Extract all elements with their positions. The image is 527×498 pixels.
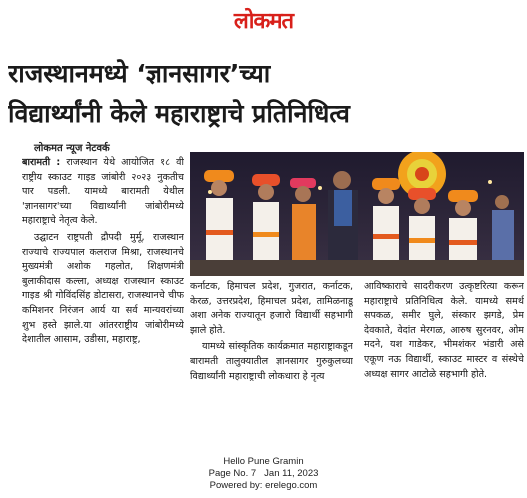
byline: लोकमत न्यूज नेटवर्क: [34, 143, 110, 154]
article-paragraph: यामध्ये सांस्कृतिक कार्यक्रमात महाराष्ट्राकडून बारामती तालुक्यातील ज्ञानसागर गुरुकुलच्या विद्यार्थ्यांनी महाराष्ट्राची लोकधारा हे नृत्य: [190, 341, 353, 382]
article-column-1: [22, 156, 184, 442]
headline-line-1: राजस्थानमध्ये ‘ज्ञानसागर’च्या: [8, 59, 271, 88]
article-paragraph: कर्नाटक, हिमाचल प्रदेश, गुजरात, कर्नाटक, केरळ, उत्तरप्रदेश, हिमाचल प्रदेश, तामिळनाडू अशा अनेक राज्यातून हजारो विद्यार्थी सहभागी झाले होते.: [190, 281, 353, 336]
dateline: बारामती :: [22, 157, 61, 168]
article-paragraph: आविष्काराचे सादरीकरण उत्कृष्टरित्या करून महाराष्ट्राचे प्रतिनिधित्व केले. यामध्ये समर्थ सपकळ, समीर घुले, संस्कार झगडे, प्रेम देवकाते, वेदांत मेरगळ, आरुष सुरनवर, ओम मदने, यश गाडेकर, भीमशंकर भंडारी असे एकूण नऊ विद्यार्थी, स्काउट मास्टर व संस्थेचे अध्यक्ष सागर आटोळे सहभागी होते.: [364, 281, 524, 380]
page-info: [0, 468, 527, 480]
headline: [8, 54, 523, 134]
article-column-2: [190, 280, 353, 440]
article-paragraph: उद्घाटन राष्ट्रपती द्रौपदी मुर्मू, राजस्थान राज्याचे राज्यपाल कलराज मिश्रा, राजस्थानचे मुख्यमंत्री अशोक गहलोत, शिक्षणमंत्री बुलाकीदास कल्ला, अध्यक्ष राजस्थान स्काउट गाइड श्री गोविंदसिंह डोटासरा, राजस्थानचे चीफ कमिशनर निरंजन आर्य या सर्व मान्यवरांच्या शुभ हस्ते झाले.या आंतरराष्ट्रीय जांबोरीमध्ये देशातील आसाम, उडीसा, महाराष्ट्र,: [22, 231, 184, 346]
headline-line-2: विद्यार्थ्यांनी केले महाराष्ट्राचे प्रतिनिधित्व: [8, 99, 350, 128]
page-number: Page No. 7: [208, 468, 257, 479]
paragraph-text: राजस्थान येथे आयोजित १८ वी राष्ट्रीय स्काउट गाइड जांबोरी २०२३ नुकतीच पार पडली. यामध्ये बारामती येथील 'ज्ञानसागर'च्या विद्यार्थ्यांनी जांबोरीमध्ये महाराष्ट्राचे नेतृत्व केले.: [22, 157, 184, 227]
masthead: [0, 0, 527, 40]
issue-date: Jan 11, 2023: [264, 468, 319, 479]
article-column-3: [364, 280, 524, 440]
group-photo-image: [190, 152, 524, 276]
news-photo: [190, 152, 524, 276]
newspaper-logo: लोकमत: [233, 8, 294, 34]
article-paragraph: [22, 156, 184, 229]
footer: [0, 456, 527, 492]
edition-name: Hello Pune Gramin: [223, 456, 304, 467]
powered-by: Powered by: erelego.com: [209, 480, 318, 491]
